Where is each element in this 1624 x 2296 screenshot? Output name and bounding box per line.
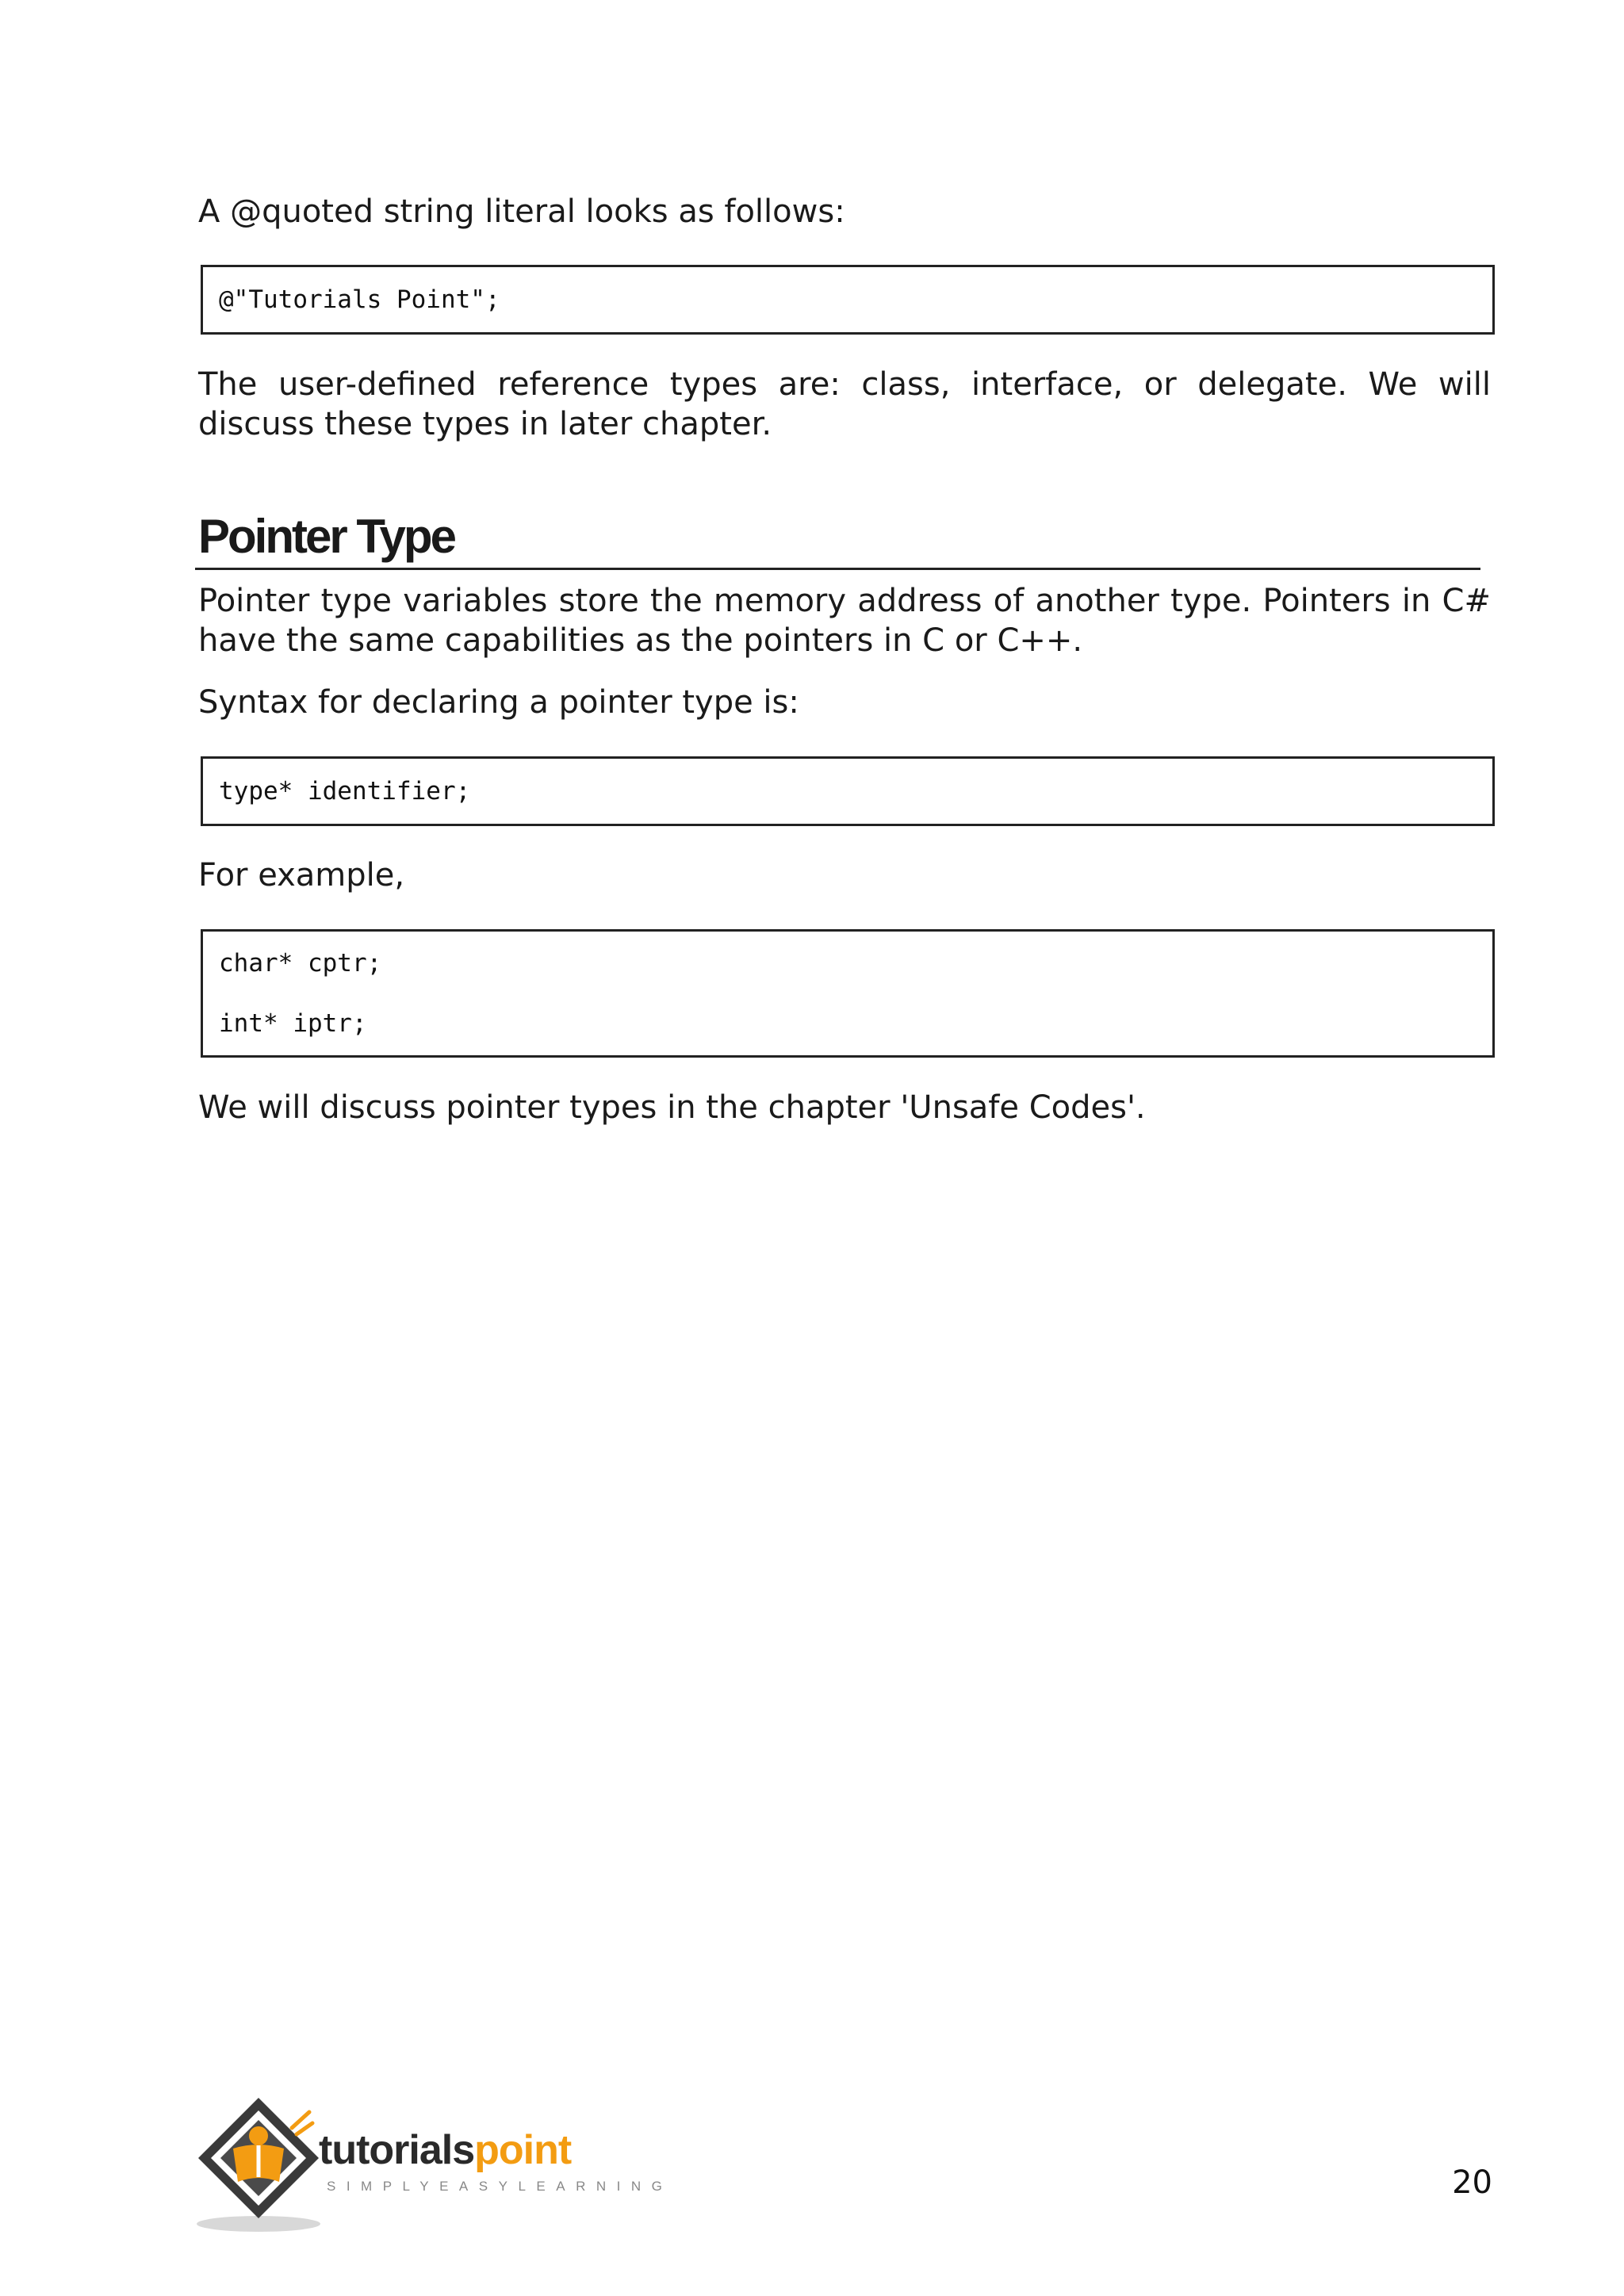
code-line: char* cptr; [219,949,382,978]
logo-tagline: SIMPLYEASYLEARNING [327,2179,673,2194]
paragraph-quoted-string-intro: A @quoted string literal looks as follows: [198,193,845,230]
section-heading-pointer-type: Pointer Type [195,509,1480,570]
code-block-pointer-syntax [201,756,1495,826]
code-block-quoted-string [201,265,1495,335]
paragraph-unsafe-codes-note: We will discuss pointer types in the chapter 'Unsafe Codes'. [198,1089,1146,1126]
code-line: type* identifier; [219,777,471,806]
logo-diamond-icon [193,2093,320,2236]
page-number: 20 [1452,2164,1492,2201]
page-footer [193,2093,1502,2236]
logo-word-point: point [474,2127,572,2173]
tutorialspoint-logo [193,2093,673,2236]
code-block-pointer-example [201,929,1495,1058]
code-line: int* iptr; [219,1009,367,1038]
logo-wordmark [319,2126,571,2174]
paragraph-for-example: For example, [198,857,405,894]
code-line: @"Tutorials Point"; [219,285,500,314]
page-content [198,192,1491,1127]
paragraph-reference-types: The user-defined reference types are: class, interface, or delegate. We will discuss these types in later chapter. [198,366,1491,442]
paragraph-pointer-syntax-intro: Syntax for declaring a pointer type is: [198,684,799,721]
paragraph-pointer-description: Pointer type variables store the memory address of another type. Pointers in C# have the same capabilities as the pointers in C or C++. [198,583,1491,659]
logo-word-tutorials: tutorials [319,2127,475,2173]
